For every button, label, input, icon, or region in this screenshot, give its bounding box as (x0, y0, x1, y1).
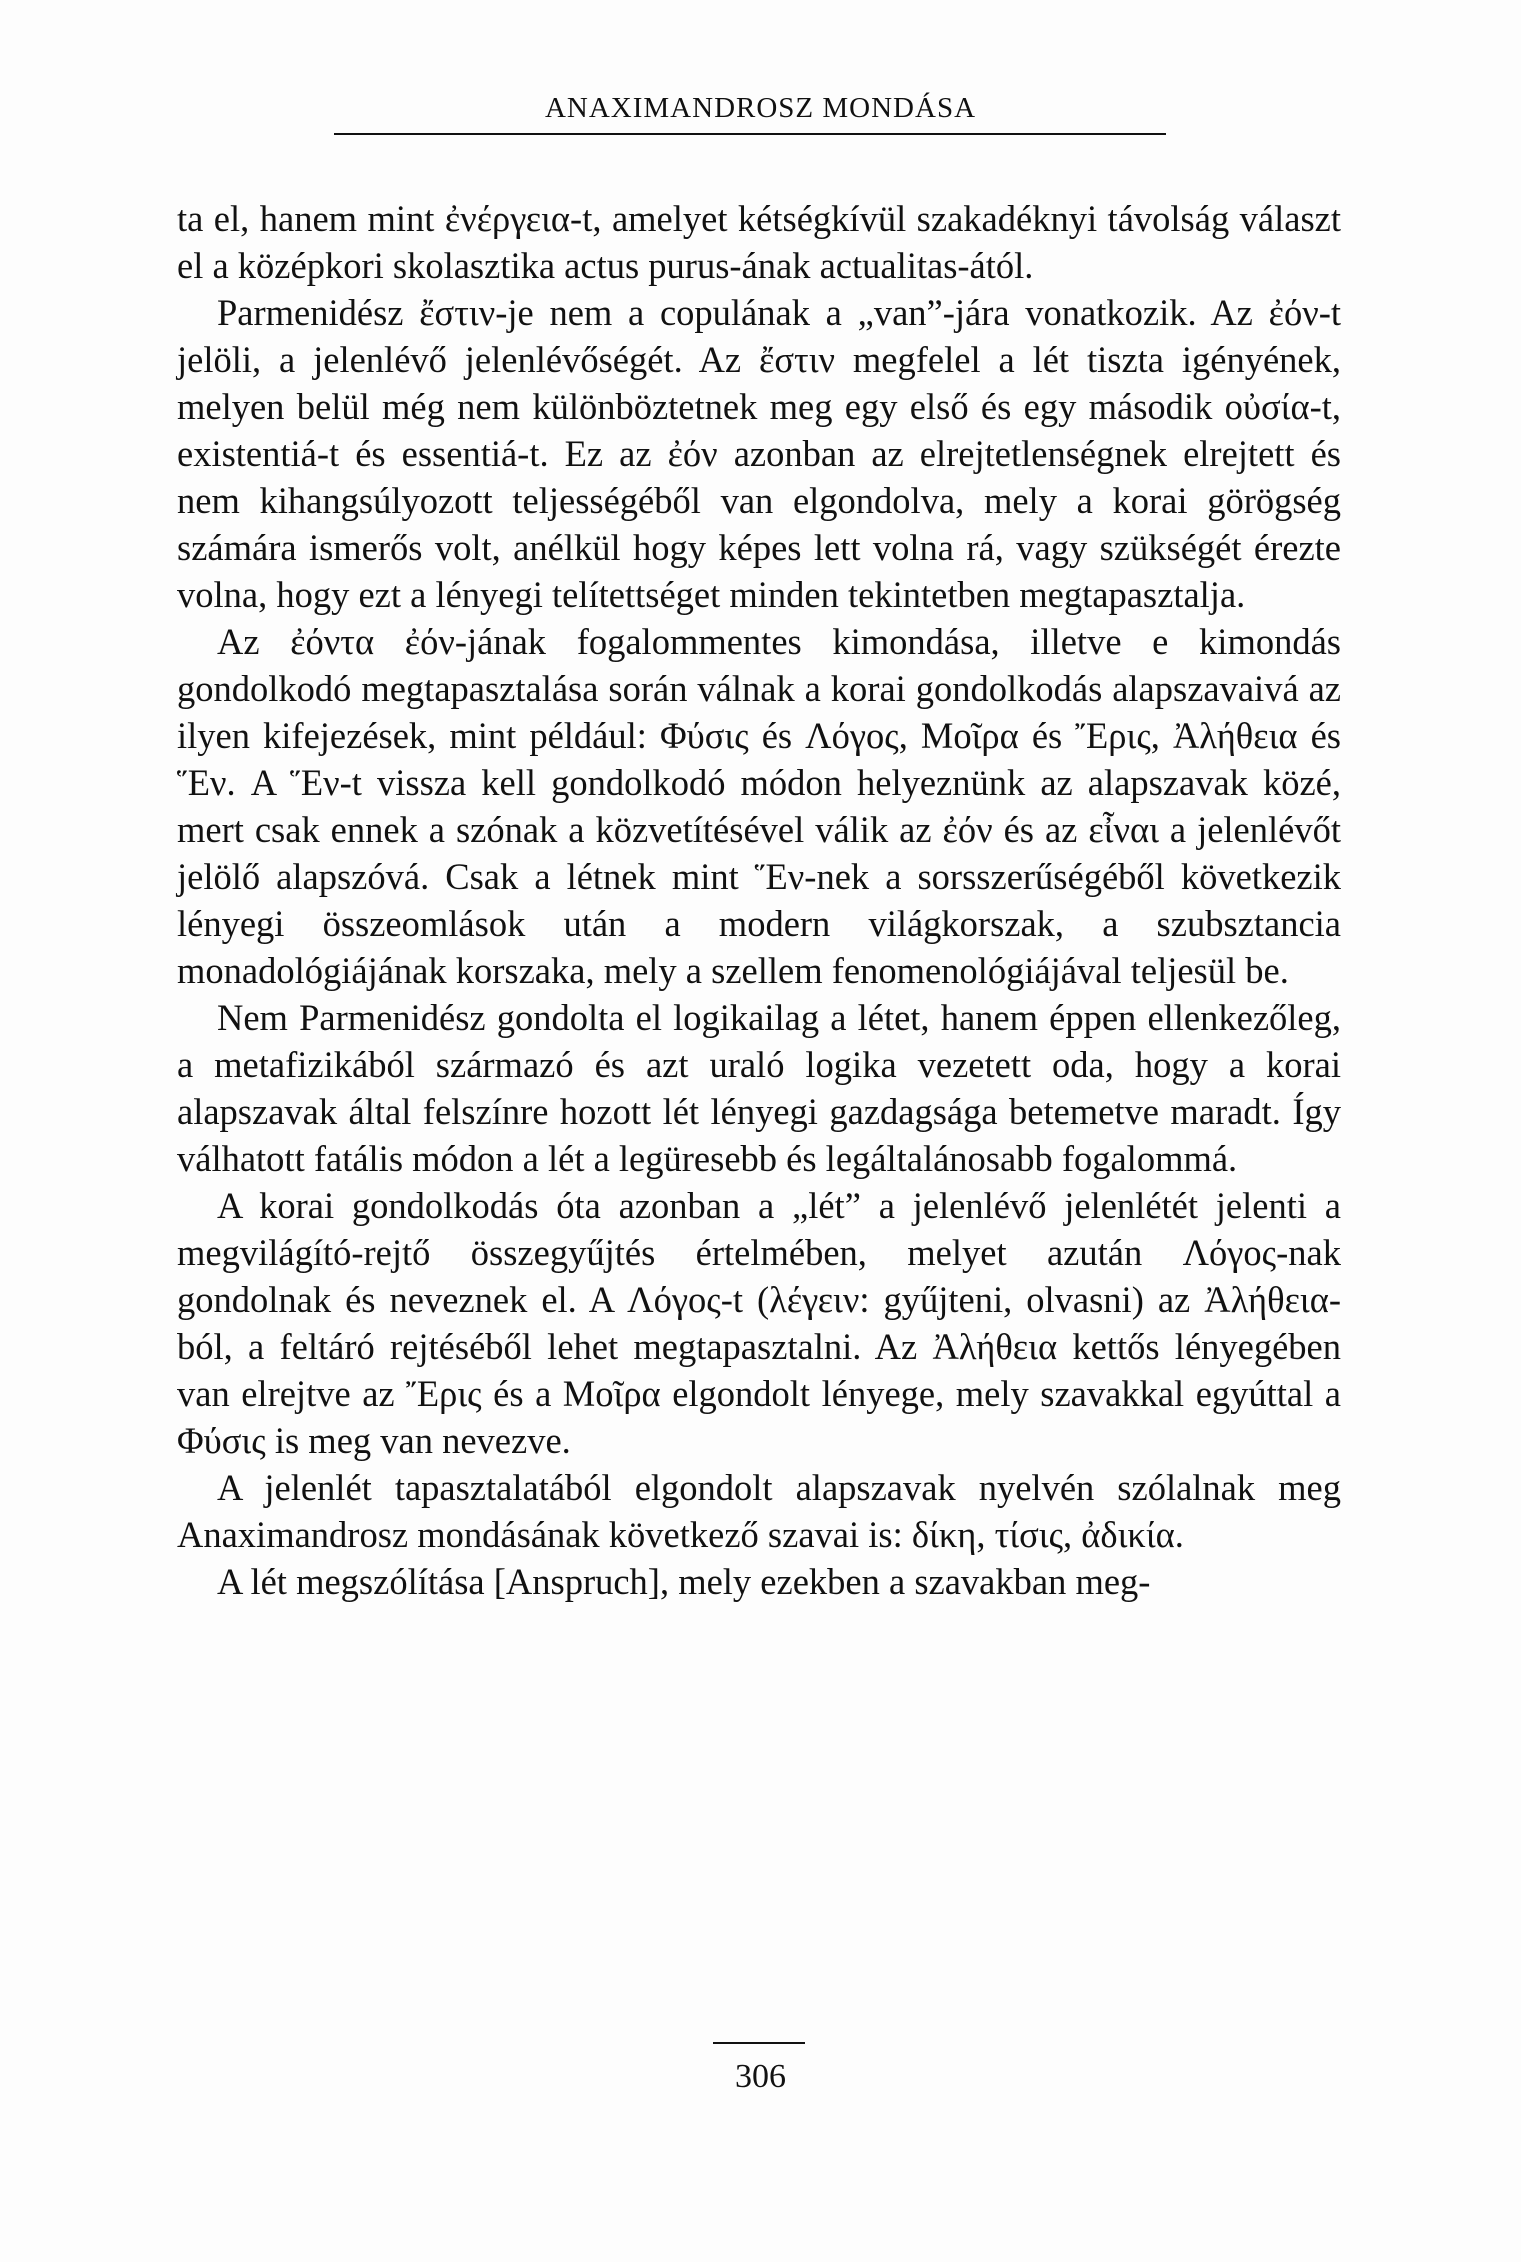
page-number: 306 (735, 2058, 786, 2095)
footer-rule (713, 2042, 805, 2044)
paragraph: A lét megszólítása [Anspruch], mely ezekben a szavakban meg- (217, 1561, 1151, 1602)
body-text (177, 195, 1341, 1605)
header-rule (334, 133, 1166, 135)
running-head: ANAXIMANDROSZ MONDÁSA (544, 92, 977, 124)
paragraph: ta el, hanem mint ἐνέργεια-t, amelyet kétségkívül szakadéknyi távolság választ el a középkori skolasztika actus purus-ának actualitas-ától. (177, 198, 1341, 286)
paragraph: Az ἐόντα ἐόν-jának fogalommentes kimondása, illetve e kimondás gondolkodó megtapasztalása során válnak a korai gondolkodás alapszavaivá az ilyen kifejezések, mint például: Φύσις és Λόγος, Μοῖρα és Ἔρις, Ἀλήθεια és Ἕν. A Ἕν-t vissza kell gondolkodó módon helyeznünk az alapszavak közé, mert csak ennek a szónak a közvetítésével válik az ἐόν és az εἶναι a jelenlévőt jelölő alapszóvá. Csak a létnek mint Ἕν-nek a sorsszerűségéből következik lényegi összeomlások után a modern világkorszak, a szubsztancia monadológiájának korszaka, mely a szellem fenomenológiájával teljesül be. (177, 621, 1341, 991)
paragraph: Parmenidész ἔστιν-je nem a copulának a „van”-jára vonatkozik. Az ἐόν-t jelöli, a jelenlévő jelenlévőségét. Az ἔστιν megfelel a lét tiszta igényének, melyen belül még nem különböztetnek meg egy első és egy második οὐσία-t, existentiá-t és essentiá-t. Ez az ἐόν azonban az elrejtetlenségnek elrejtett és nem kihangsúlyozott teljességéből van elgondolva, mely a korai görögség számára ismerős volt, anélkül hogy képes lett volna rá, vagy szükségét érezte volna, hogy ezt a lényegi telítettséget minden tekintetben megtapasztalja. (177, 292, 1341, 615)
paragraph: A jelenlét tapasztalatából elgondolt alapszavak nyelvén szólalnak meg Anaximandrosz mondásának következő szavai is: δίκη, τίσις, ἀδικία. (177, 1467, 1341, 1555)
paragraph: Nem Parmenidész gondolta el logikailag a létet, hanem éppen ellenkezőleg, a metafizikából származó és azt uraló logika vezetett oda, hogy a korai alapszavak által felszínre hozott lét lényegi gazdagsága betemetve maradt. Így válhatott fatális módon a lét a legüresebb és legáltalánosabb fogalommá. (177, 997, 1341, 1179)
paragraph: A korai gondolkodás óta azonban a „lét” a jelenlévő jelenlétét jelenti a megvilágító-rejtő összegyűjtés értelmében, melyet azután Λόγος-nak gondolnak és neveznek el. A Λόγος-t (λέγειν: gyűjteni, olvasni) az Ἀλήθεια-ból, a feltáró rejtéséből lehet megtapasztalni. Az Ἀλήθεια kettős lényegében van elrejtve az Ἔρις és a Μοῖρα elgondolt lényege, mely szavakkal egyúttal a Φύσις is meg van nevezve. (177, 1185, 1341, 1461)
